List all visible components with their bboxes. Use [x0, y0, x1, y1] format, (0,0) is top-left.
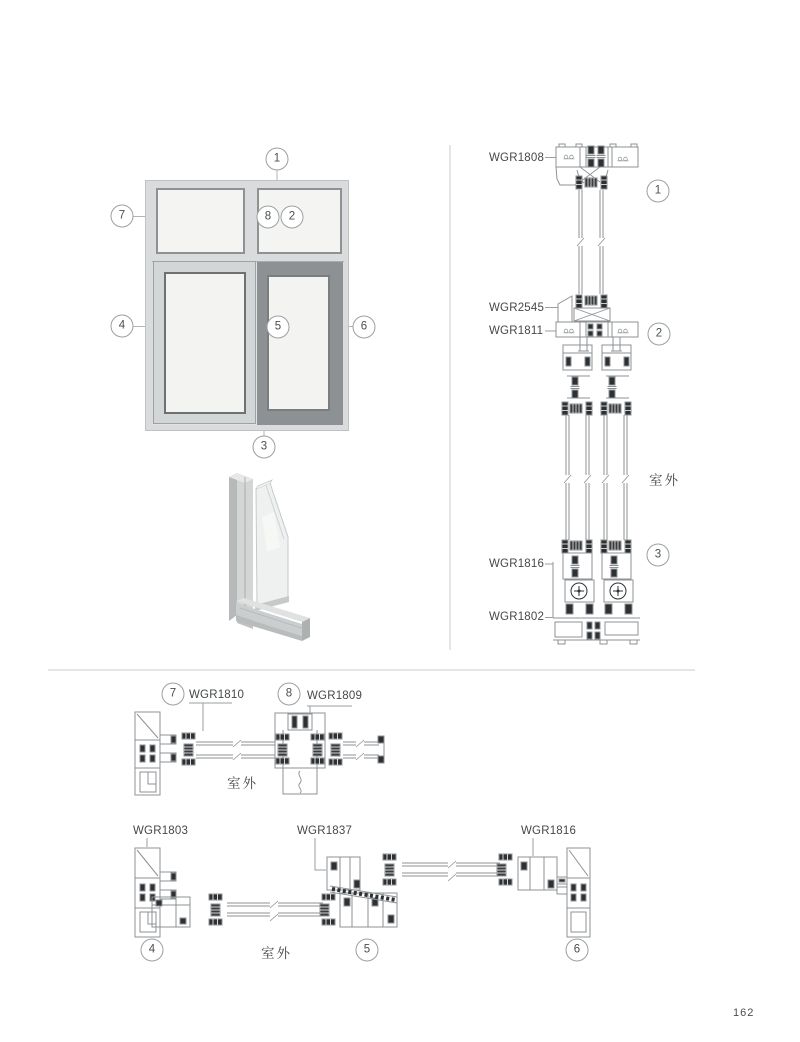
- callout-plan-5-number: 5: [363, 943, 371, 956]
- label-wgr1837: WGR1837: [297, 825, 353, 837]
- page-number: 162: [733, 1007, 755, 1019]
- callout-plan-6-number: 6: [573, 943, 581, 956]
- label-wgr2545: WGR2545: [489, 302, 545, 314]
- callout-3: [253, 436, 276, 459]
- callout-plan-6: [566, 939, 589, 962]
- label-wgr1808: WGR1808: [489, 152, 545, 164]
- outdoor-label-vertical-section: 室外: [649, 473, 680, 488]
- elevation-pane-top-left: [156, 188, 245, 254]
- label-wgr1816-section: WGR1816: [489, 558, 545, 570]
- callout-section-2: [648, 323, 671, 346]
- label-wgr1803: WGR1803: [133, 825, 189, 837]
- callout-8: [257, 206, 280, 229]
- plan-section-top-drawing: [135, 703, 384, 795]
- callout-7-number: 7: [118, 209, 126, 222]
- callout-3-number: 3: [260, 440, 268, 453]
- plan-section-bottom-drawing: [135, 838, 590, 937]
- label-wgr1816-plan: WGR1816: [521, 825, 577, 837]
- callout-2-number: 2: [288, 210, 296, 223]
- vertical-section-drawing: [545, 144, 640, 644]
- outdoor-label-plan-top: 室外: [227, 776, 258, 791]
- label-wgr1802: WGR1802: [489, 611, 545, 623]
- callout-section-2-number: 2: [655, 327, 663, 340]
- callout-6: [353, 316, 376, 339]
- callout-4-number: 4: [118, 319, 126, 332]
- callout-section-3: [647, 544, 670, 567]
- callout-section-1: [647, 180, 670, 203]
- elevation-sash-left: [153, 261, 256, 424]
- callout-section-1-number: 1: [654, 184, 662, 197]
- callout-plan-8: [278, 683, 301, 706]
- label-wgr1811: WGR1811: [489, 325, 544, 337]
- elevation-sash-right-glass: [267, 275, 330, 411]
- callout-8-number: 8: [264, 210, 272, 223]
- callout-plan-7: [162, 683, 185, 706]
- callout-4: [111, 315, 134, 338]
- callout-plan-7-number: 7: [169, 687, 177, 700]
- callout-plan-4: [141, 939, 164, 962]
- callout-2: [281, 206, 304, 229]
- profile-corner-3d-render: [200, 455, 350, 655]
- callout-plan-8-number: 8: [285, 687, 293, 700]
- callout-section-3-number: 3: [654, 548, 662, 561]
- callout-5-number: 5: [274, 320, 282, 333]
- callout-6-number: 6: [360, 320, 368, 333]
- label-wgr1809: WGR1809: [307, 690, 363, 702]
- callout-7: [111, 205, 134, 228]
- callout-plan-5: [356, 939, 379, 962]
- callout-1-number: 1: [273, 152, 281, 165]
- callout-1: [266, 148, 289, 171]
- window-elevation: [145, 180, 349, 431]
- callout-5: [267, 316, 290, 339]
- callout-plan-4-number: 4: [148, 943, 156, 956]
- label-wgr1810: WGR1810: [189, 689, 245, 701]
- outdoor-label-plan-bottom: 室外: [261, 946, 292, 961]
- elevation-sash-left-glass: [164, 272, 246, 414]
